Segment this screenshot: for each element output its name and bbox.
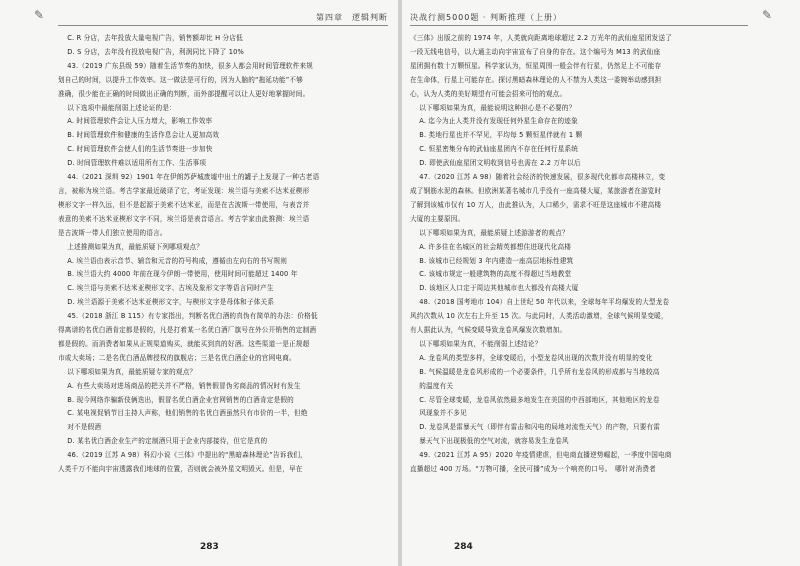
text-line: 直播超过 400 万场。“万物可播，全民可播”成为一个响亮的口号。 哪针对消费者	[410, 465, 656, 474]
right-page-body	[410, 32, 748, 477]
header-rule	[58, 25, 388, 26]
text-line: 表意的美索不达米亚楔形文字不同，埃兰语是表音语言。考古学家由此推测：埃兰语	[58, 214, 310, 223]
answer-option-line: C. 埃兰语与美索不达米亚楔形文字、古埃及象形文字等语言同时产生	[67, 284, 274, 293]
header-rule	[410, 25, 748, 26]
header-ornament-icon: ✎	[34, 8, 45, 22]
text-line: 了解到该城市仅有 10 万人，由此推认为，人口稀少，需求不旺是这座城市不建高楼	[410, 200, 662, 209]
answer-option-line: A. 埃兰语由表示音节、辅音和元音的符号构成，遵循由左向右的书写规则	[67, 256, 288, 265]
text-line: 星团拥有数十万颗恒星。科学家认为，恒星周围一般会伴有行星，仍然足上不可能存	[410, 61, 662, 70]
book-title: 决战行测5000题 · 判断推理（上册）	[410, 13, 562, 22]
text-line: 成了钢筋水泥的森林。但欧洲某著名城市几乎没有一座高楼大厦，某旅游者在游览时	[410, 186, 662, 195]
left-page	[0, 0, 398, 566]
text-line: 有人据此认为，气候变暖导致龙卷风爆发次数增加。	[410, 326, 567, 335]
question-line: 以下选项中最能削弱上述论证的是：	[67, 103, 176, 112]
answer-option-line: A. 许多住在名城区的社会精英都想住进现代化高楼	[419, 242, 572, 251]
text-line: 是古波斯一带人们独立使用的语言。	[58, 228, 167, 237]
answer-option-line: C. R 分店，去年投放大量电视广告，销售额却比 H 分店低	[67, 34, 243, 42]
text-line: 准确，很少能在正确的时间做出正确的判断，而外部提醒可以让人更好地掌握时间。	[58, 89, 310, 98]
answer-option-line: A. 迄今为止人类并没有发现任何外星生命存在的迹象	[419, 117, 578, 126]
answer-option-line: A. 有些大卖场对进场商品的把关并不严格，销售假冒伪劣商品的情况时有发生	[67, 381, 301, 390]
text-line: 风约次数从 10 次左右上升至 15 次。与此同时，人类活动激增，全球气候明显变暖，	[410, 312, 668, 321]
page-number-right: 284	[454, 542, 473, 552]
answer-option-line: D. 埃兰语源于美索不达米亚楔形文字，与楔形文字是母体和子体关系	[67, 298, 275, 307]
answer-option-line: B. 类地行星也并不罕见，平均每 5 颗恒星伴就有 1 颗	[419, 131, 583, 140]
question-line: 上述推测如果为真，最能质疑下列哪项观点？	[67, 242, 204, 251]
answer-option-line: D. 时间管理软件难以适用所有工作、生活事项	[67, 159, 207, 168]
answer-option-line: C. 尽管全球变暖，龙卷风依然最多地发生在美国的中西部地区，其他地区的龙卷	[419, 395, 660, 404]
question-line: 46.（2019 江苏 A 98）科幻小说《三体》中提出的“黑暗森林理论”告诉我们，	[67, 451, 307, 460]
answer-option-line: 的温度有关	[419, 381, 454, 390]
text-line: 楔形文字一样久远，但不是起源于美索不达米亚，而是在古波斯一带使用，与表音并	[58, 200, 310, 209]
answer-option-line: D. 某名优白酒企业生产的定制酒只用于企业内部接待，但它是真的	[67, 437, 268, 446]
answer-option-line: D. 该地区人口定于周边其他城市也大都没有高楼大厦	[419, 284, 579, 293]
text-line: 《三体》出版之前的 1974 年，人类就向距离地球超过 2.2 万光年的武仙座星团发送了	[410, 34, 673, 42]
question-line: 44.（2021 深圳 92）1901 年在伊朗苏萨城废墟中出土的罐子上发现了一种古老语	[67, 173, 320, 182]
answer-option-line: C. 该城市规定一般建筑物的高度不得超过当地教堂	[419, 270, 572, 279]
answer-option-line: C. 恒星密集分布的武仙座星团内不存在任何行星系统	[419, 145, 579, 154]
question-line: 43.（2019 广东县级 59）随着生活节奏的加快，很多人都会用时间管理软件来规	[67, 61, 314, 70]
text-line: 心，认为人类的美好期望有可能会招来可怕的观点。	[410, 89, 567, 98]
answer-option-line: D. 即使武仙座星团文明收到信号也需在 2.2 万年以后	[419, 159, 581, 168]
question-line: 47.（2020 江苏 A 98）随着社会经济的快速发展，很多现代化都市高楼林立，变	[419, 173, 666, 182]
right-page-header	[410, 4, 748, 32]
answer-option-line: D. S 分店，去年没有投放电视广告，利润同比下降了 10%	[67, 47, 245, 56]
answer-option-line: C. 某电视促销节目主持人声称，他们销售的名优白酒虽然只有市价的一半，但绝	[67, 409, 308, 418]
answer-option-line: B. 埃兰语大约 4000 年前在现今伊朗一带使用，使用时间可能超过 1400 年	[67, 270, 298, 279]
question-line: 以下哪项如果为真，最能说明这种担心是不必要的？	[419, 103, 576, 112]
text-line: 在生命体，行星上可能存在。探讨黑暗森林理论的人不禁为人类这一委婉举动感到担	[410, 75, 662, 84]
answer-option-line: 对不是假酒	[67, 423, 102, 432]
question-line: 以下哪项如果为真，最能质疑上述游游者的观点？	[419, 228, 569, 237]
answer-option-line: B. 时间管理软件和健康的生活作息会让人更加高效	[67, 131, 220, 140]
answer-option-line: B. 现今网络诈骗新伎俩迭出，假冒名优白酒企业官网销售的白酒肯定是假的	[67, 395, 294, 404]
text-line: 人类千万不能向宇宙透露我们地球的位置，否则就会被外星文明毁灭。但是，早在	[58, 465, 303, 474]
text-line: 市或大卖场；二是名优白酒品牌授权的旗舰店；三是名优白酒企业的官网电商。	[58, 353, 296, 362]
text-line: 大厦的主要原因。	[410, 214, 465, 223]
right-page	[402, 0, 800, 566]
answer-option-line: 暴天气下出现极低的空气对流，就容易发生龙卷风	[419, 437, 569, 446]
left-page-header	[58, 4, 388, 32]
text-line: 得离谱的名优白酒肯定都是假的，凡是打着某一名优白酒厂旗号在外公开销售的定制酒	[58, 326, 317, 335]
text-line: 划自己的时间，以提升工作效率。这一做法是可行的，因为人脑的“拖延功能”不够	[58, 75, 304, 84]
question-line: 以下哪项如果为真，最能质疑专家的观点？	[67, 367, 197, 376]
text-line: 言，被称为埃兰语。考古学家最近破译了它，考证发现：埃兰语与美索不达米亚楔形	[58, 186, 310, 195]
left-page-body	[58, 32, 388, 477]
text-line: 一段无线电信号，以大通主动向宇宙宣布了自身的存在。这个编号为 M13 的武仙座	[410, 47, 661, 56]
question-line: 45.（2018 浙江 B 115）有专家指出，判断名优白酒的真伪有简单的办法：价格低	[67, 312, 318, 321]
answer-option-line: D. 龙卷风是雷暴天气（即伴有雷击和闪电的局地对流性天气）的产物，只要有雷	[419, 423, 661, 432]
question-line: 以下哪项如果为真，不能削弱上述结论？	[419, 339, 542, 348]
answer-option-line: A. 龙卷风的类型多样，全球变暖后，小型龙卷风出现的次数并没有明显的变化	[419, 353, 653, 362]
page-number-left: 283	[200, 542, 219, 552]
text-line: 都是假的。而消费者如果从正规渠道购买，就能买到真的好酒。这些渠道一是正规超	[58, 339, 310, 348]
question-line: 49.（2021 江苏 A 95）2020 年疫情建虐，但电商直播逆势崛起，一季度中国电商	[419, 451, 672, 460]
answer-option-line: B. 该城市已经规划 3 年内建造一座高层地标性建筑	[419, 256, 574, 265]
answer-option-line: B. 气候温暖是龙卷风形成的一个必要条件，几乎所有龙卷风的形成都与当地较高	[419, 367, 660, 376]
answer-option-line: 风现象并不多见	[419, 409, 467, 418]
header-ornament-icon: ✎	[761, 8, 772, 22]
chapter-title: 第四章 逻辑判断	[316, 13, 388, 22]
answer-option-line: A. 时间管理软件会让人压力增大，影响工作效率	[67, 117, 213, 126]
answer-option-line: C. 时间管理软件会使人们的生活节奏进一步加快	[67, 145, 213, 154]
question-line: 48.（2018 国考地市 104）自上世纪 50 年代以来，全球每年平均爆发的大型龙卷	[419, 298, 670, 307]
